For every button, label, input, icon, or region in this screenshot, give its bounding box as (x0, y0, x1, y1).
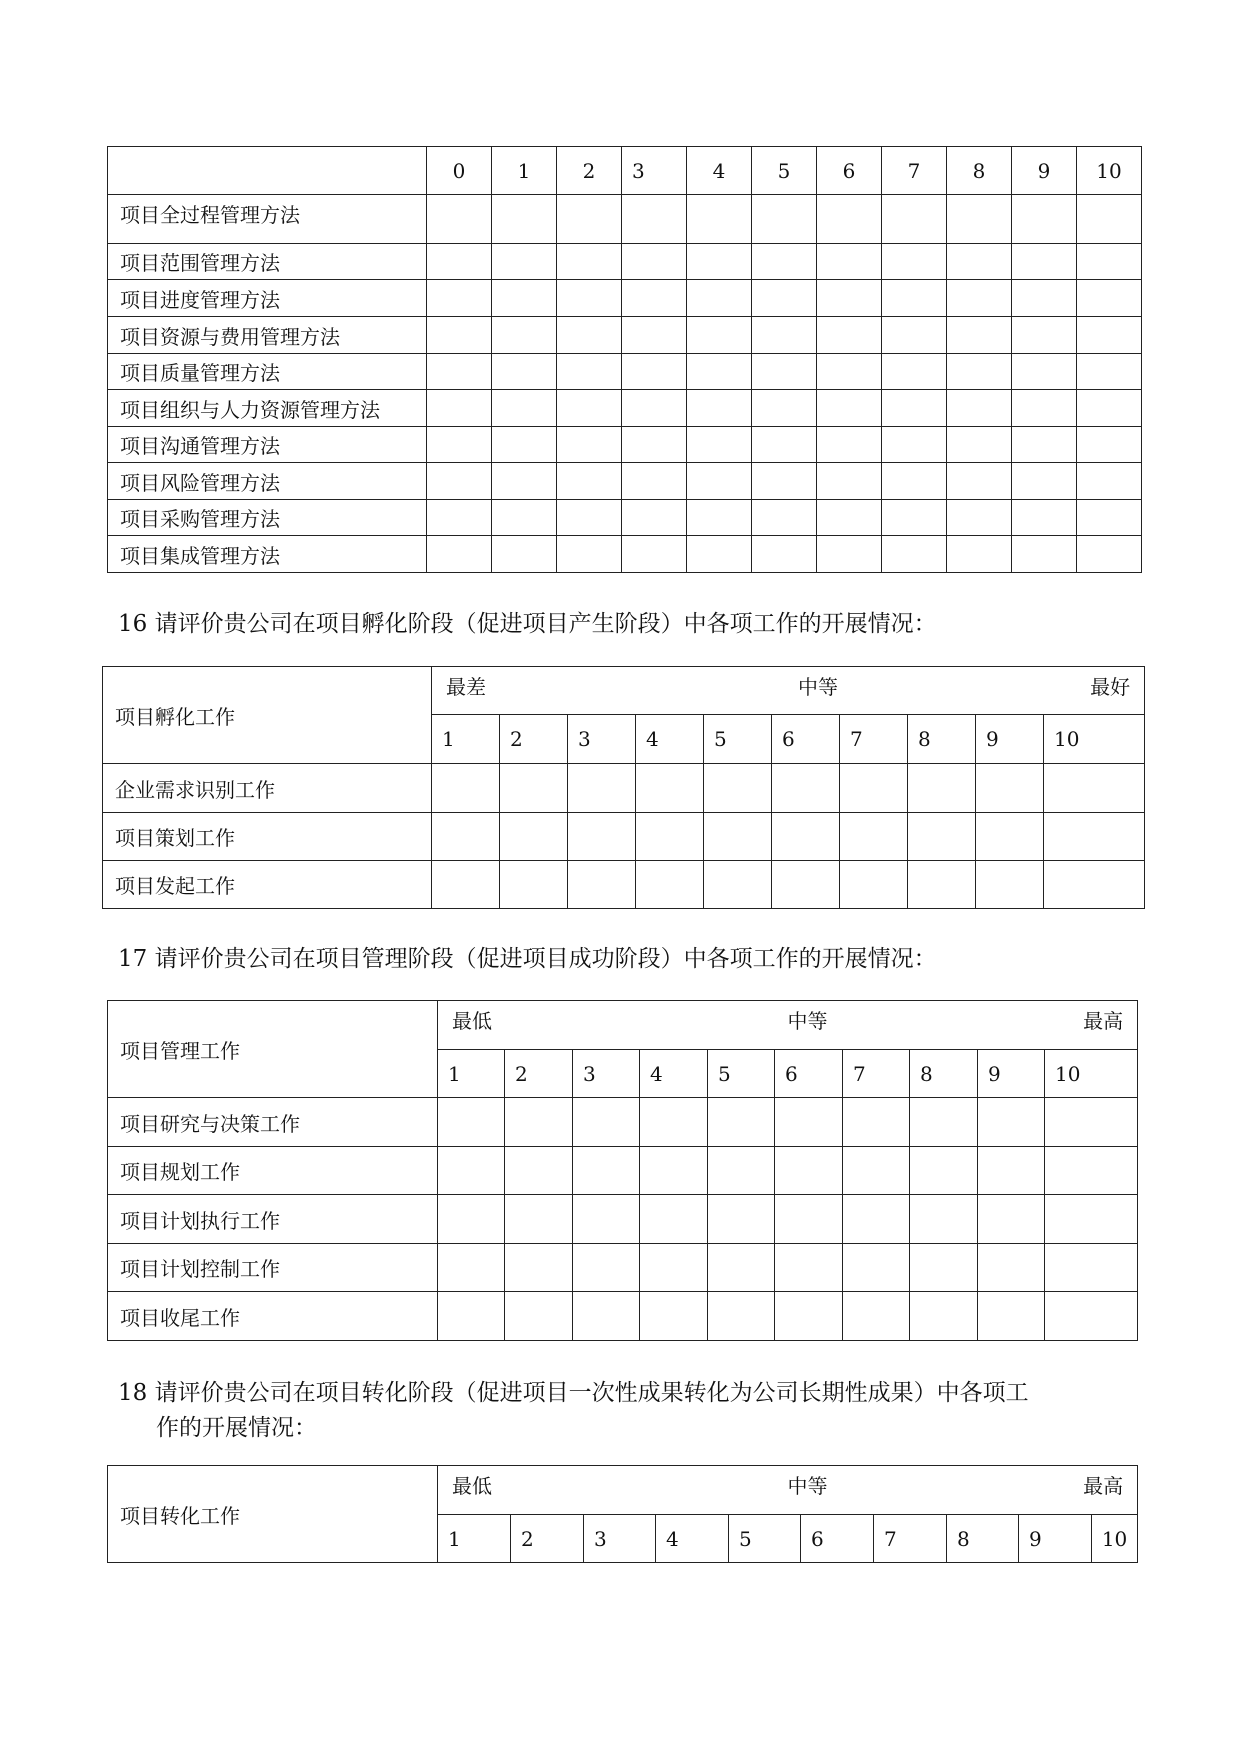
rating-cell[interactable] (505, 1292, 573, 1341)
score-header: 2 (505, 1050, 573, 1098)
rating-cell[interactable] (840, 764, 908, 813)
score-header: 5 (752, 147, 817, 195)
rating-cell[interactable] (910, 1098, 978, 1147)
rating-cell[interactable] (438, 1292, 505, 1341)
row-label: 项目研究与决策工作 (108, 1098, 438, 1147)
score-header: 2 (511, 1515, 584, 1563)
rating-cell[interactable] (687, 244, 752, 280)
rating-cell[interactable] (882, 536, 947, 573)
rating-cell[interactable] (752, 195, 817, 244)
rating-cell[interactable] (772, 764, 840, 813)
table-row (108, 536, 1142, 573)
score-header: 9 (1019, 1515, 1092, 1563)
rating-cell[interactable] (505, 1195, 573, 1244)
table-row (108, 280, 1142, 317)
rating-cell[interactable] (1012, 195, 1077, 244)
rating-cell[interactable] (976, 861, 1044, 909)
rating-cell[interactable] (427, 280, 492, 317)
rating-cell[interactable] (947, 244, 1012, 280)
score-header: 4 (640, 1050, 708, 1098)
score-header: 2 (500, 715, 568, 764)
rating-cell[interactable] (843, 1147, 910, 1195)
rating-cell[interactable] (752, 317, 817, 354)
score-header: 7 (843, 1050, 910, 1098)
table-row (108, 317, 1142, 354)
rating-cell[interactable] (557, 427, 622, 463)
rating-cell[interactable] (432, 813, 500, 861)
incubation-rating-table (102, 666, 1145, 909)
rating-cell[interactable] (557, 500, 622, 536)
rating-cell[interactable] (1077, 390, 1142, 427)
score-header: 7 (840, 715, 908, 764)
scale-labels (438, 1001, 1138, 1050)
rating-cell[interactable] (505, 1244, 573, 1292)
rating-cell[interactable] (1012, 390, 1077, 427)
score-header: 10 (1044, 715, 1145, 764)
rating-cell[interactable] (817, 463, 882, 500)
row-header: 项目孵化工作 (103, 667, 432, 764)
rating-cell[interactable] (492, 317, 557, 354)
rating-cell[interactable] (775, 1292, 843, 1341)
row-label: 项目组织与人力资源管理方法 (108, 390, 427, 427)
rating-cell[interactable] (500, 813, 568, 861)
rating-cell[interactable] (622, 536, 687, 573)
table-row (108, 427, 1142, 463)
row-label: 企业需求识别工作 (103, 764, 432, 813)
row-label: 项目沟通管理方法 (108, 427, 427, 463)
row-label: 项目范围管理方法 (108, 244, 427, 280)
rating-cell[interactable] (908, 813, 976, 861)
table-row (108, 1147, 1138, 1195)
rating-cell[interactable] (1012, 463, 1077, 500)
rating-cell[interactable] (817, 536, 882, 573)
rating-cell[interactable] (882, 195, 947, 244)
rating-cell[interactable] (1077, 427, 1142, 463)
rating-cell[interactable] (492, 536, 557, 573)
table-row (108, 1195, 1138, 1244)
rating-cell[interactable] (492, 463, 557, 500)
table-row (108, 463, 1142, 500)
row-label: 项目风险管理方法 (108, 463, 427, 500)
rating-cell[interactable] (947, 390, 1012, 427)
rating-cell[interactable] (557, 244, 622, 280)
table-row (108, 390, 1142, 427)
rating-cell[interactable] (752, 244, 817, 280)
score-header: 1 (438, 1515, 511, 1563)
scale-labels (432, 667, 1145, 715)
rating-cell[interactable] (427, 500, 492, 536)
rating-cell[interactable] (622, 390, 687, 427)
question-17: 17 请评价贵公司在项目管理阶段（促进项目成功阶段）中各项工作的开展情况： (118, 946, 937, 972)
row-label: 项目进度管理方法 (108, 280, 427, 317)
rating-cell[interactable] (708, 1098, 775, 1147)
rating-cell[interactable] (492, 427, 557, 463)
score-header: 3 (622, 147, 687, 195)
rating-cell[interactable] (840, 861, 908, 909)
rating-cell[interactable] (908, 764, 976, 813)
row-label: 项目采购管理方法 (108, 500, 427, 536)
rating-cell[interactable] (438, 1244, 505, 1292)
score-header: 8 (910, 1050, 978, 1098)
score-header: 6 (817, 147, 882, 195)
rating-cell[interactable] (817, 354, 882, 390)
rating-cell[interactable] (432, 861, 500, 909)
score-header: 4 (656, 1515, 729, 1563)
rating-cell[interactable] (622, 354, 687, 390)
rating-cell[interactable] (910, 1292, 978, 1341)
rating-cell[interactable] (817, 500, 882, 536)
scale-mid-label: 中等 (787, 1009, 828, 1033)
rating-cell[interactable] (843, 1244, 910, 1292)
rating-cell[interactable] (708, 1195, 775, 1244)
scale-low-label: 最差 (446, 675, 486, 699)
rating-cell[interactable] (1044, 813, 1145, 861)
rating-cell[interactable] (687, 390, 752, 427)
rating-cell[interactable] (882, 500, 947, 536)
rating-cell[interactable] (947, 536, 1012, 573)
rating-cell[interactable] (1045, 1195, 1138, 1244)
rating-cell[interactable] (505, 1147, 573, 1195)
table-row (108, 195, 1142, 244)
rating-cell[interactable] (704, 764, 772, 813)
score-header: 9 (1012, 147, 1077, 195)
rating-cell[interactable] (622, 427, 687, 463)
rating-cell[interactable] (622, 195, 687, 244)
rating-cell[interactable] (505, 1098, 573, 1147)
rating-cell[interactable] (640, 1098, 708, 1147)
rating-cell[interactable] (1045, 1244, 1138, 1292)
rating-cell[interactable] (704, 813, 772, 861)
score-header: 10 (1077, 147, 1142, 195)
rating-cell[interactable] (1012, 280, 1077, 317)
rating-cell[interactable] (947, 280, 1012, 317)
rating-cell[interactable] (622, 280, 687, 317)
row-label: 项目资源与费用管理方法 (108, 317, 427, 354)
rating-cell[interactable] (557, 195, 622, 244)
rating-cell[interactable] (752, 500, 817, 536)
rating-cell[interactable] (817, 317, 882, 354)
row-label: 项目全过程管理方法 (108, 195, 427, 244)
rating-cell[interactable] (1045, 1098, 1138, 1147)
scale-row (108, 1001, 1138, 1050)
rating-cell[interactable] (557, 390, 622, 427)
rating-cell[interactable] (568, 861, 636, 909)
table-row (108, 1098, 1138, 1147)
rating-cell[interactable] (557, 354, 622, 390)
score-header: 7 (874, 1515, 947, 1563)
score-header: 1 (438, 1050, 505, 1098)
question-16: 16 请评价贵公司在项目孵化阶段（促进项目产生阶段）中各项工作的开展情况： (118, 611, 937, 637)
table-row (103, 861, 1145, 909)
score-header: 1 (492, 147, 557, 195)
rating-cell[interactable] (438, 1195, 505, 1244)
rating-cell[interactable] (772, 861, 840, 909)
rating-cell[interactable] (427, 536, 492, 573)
rating-cell[interactable] (557, 317, 622, 354)
score-header: 6 (772, 715, 840, 764)
row-label: 项目质量管理方法 (108, 354, 427, 390)
rating-cell[interactable] (1077, 536, 1142, 573)
row-label: 项目计划控制工作 (108, 1244, 438, 1292)
rating-cell[interactable] (882, 390, 947, 427)
rating-cell[interactable] (1012, 354, 1077, 390)
rating-cell[interactable] (1045, 1147, 1138, 1195)
rating-cell[interactable] (978, 1098, 1045, 1147)
rating-cell[interactable] (492, 195, 557, 244)
score-header: 6 (775, 1050, 843, 1098)
scale-labels (438, 1466, 1138, 1515)
rating-cell[interactable] (500, 764, 568, 813)
rating-cell[interactable] (640, 1292, 708, 1341)
row-label: 项目计划执行工作 (108, 1195, 438, 1244)
rating-cell[interactable] (708, 1244, 775, 1292)
scale-high-label: 最好 (1090, 675, 1131, 699)
rating-cell[interactable] (622, 500, 687, 536)
rating-cell[interactable] (752, 354, 817, 390)
rating-cell[interactable] (687, 427, 752, 463)
rating-cell[interactable] (910, 1147, 978, 1195)
rating-cell[interactable] (882, 244, 947, 280)
rating-cell[interactable] (1045, 1292, 1138, 1341)
rating-cell[interactable] (500, 861, 568, 909)
rating-cell[interactable] (568, 764, 636, 813)
rating-cell[interactable] (910, 1244, 978, 1292)
rating-cell[interactable] (687, 463, 752, 500)
score-header: 5 (729, 1515, 801, 1563)
score-header: 8 (947, 1515, 1019, 1563)
rating-cell[interactable] (708, 1292, 775, 1341)
rating-cell[interactable] (573, 1244, 640, 1292)
rating-cell[interactable] (908, 861, 976, 909)
score-header: 5 (708, 1050, 775, 1098)
rating-cell[interactable] (636, 813, 704, 861)
question-18-line-2: 作的开展情况： (156, 1415, 317, 1441)
table-row (108, 500, 1142, 536)
rating-cell[interactable] (817, 390, 882, 427)
rating-cell[interactable] (636, 764, 704, 813)
score-header: 8 (908, 715, 976, 764)
rating-cell[interactable] (772, 813, 840, 861)
score-header: 3 (584, 1515, 656, 1563)
score-header: 8 (947, 147, 1012, 195)
rating-cell[interactable] (438, 1098, 505, 1147)
table-row (108, 244, 1142, 280)
rating-cell[interactable] (492, 500, 557, 536)
rating-cell[interactable] (708, 1147, 775, 1195)
rating-cell[interactable] (978, 1244, 1045, 1292)
rating-cell[interactable] (1077, 195, 1142, 244)
rating-cell[interactable] (1077, 354, 1142, 390)
rating-cell[interactable] (817, 244, 882, 280)
row-header: 项目管理工作 (108, 1001, 438, 1098)
rating-cell[interactable] (492, 354, 557, 390)
rating-cell[interactable] (704, 861, 772, 909)
score-header: 0 (427, 147, 492, 195)
rating-cell[interactable] (622, 463, 687, 500)
rating-cell[interactable] (752, 427, 817, 463)
rating-cell[interactable] (687, 317, 752, 354)
rating-cell[interactable] (947, 427, 1012, 463)
transformation-rating-table (107, 1465, 1138, 1563)
row-header: 项目转化工作 (108, 1466, 438, 1563)
rating-cell[interactable] (752, 463, 817, 500)
rating-cell[interactable] (438, 1147, 505, 1195)
scale-high-label: 最高 (1083, 1474, 1124, 1498)
rating-cell[interactable] (492, 390, 557, 427)
row-label: 项目收尾工作 (108, 1292, 438, 1341)
score-header: 2 (557, 147, 622, 195)
rating-cell[interactable] (1044, 764, 1145, 813)
score-header: 9 (976, 715, 1044, 764)
rating-cell[interactable] (427, 354, 492, 390)
row-label: 项目发起工作 (103, 861, 432, 909)
rating-cell[interactable] (817, 427, 882, 463)
rating-cell[interactable] (882, 463, 947, 500)
rating-cell[interactable] (1044, 861, 1145, 909)
rating-cell[interactable] (427, 463, 492, 500)
management-rating-table (107, 1000, 1138, 1341)
table-row (108, 1292, 1138, 1341)
rating-cell[interactable] (636, 861, 704, 909)
rating-cell[interactable] (568, 813, 636, 861)
rating-cell[interactable] (843, 1098, 910, 1147)
rating-cell[interactable] (640, 1147, 708, 1195)
row-label: 项目规划工作 (108, 1147, 438, 1195)
score-header: 9 (978, 1050, 1045, 1098)
row-label: 项目策划工作 (103, 813, 432, 861)
scale-high-label: 最高 (1083, 1009, 1124, 1033)
scale-low-label: 最低 (452, 1009, 492, 1033)
rating-cell[interactable] (752, 390, 817, 427)
score-header: 10 (1092, 1515, 1138, 1563)
rating-cell[interactable] (427, 195, 492, 244)
method-rating-table (107, 146, 1142, 573)
rating-cell[interactable] (976, 764, 1044, 813)
rating-cell[interactable] (947, 463, 1012, 500)
score-header: 3 (568, 715, 636, 764)
score-header: 3 (573, 1050, 640, 1098)
score-header: 4 (636, 715, 704, 764)
rating-cell[interactable] (640, 1195, 708, 1244)
rating-cell[interactable] (492, 244, 557, 280)
rating-cell[interactable] (687, 354, 752, 390)
rating-cell[interactable] (427, 390, 492, 427)
rating-cell[interactable] (1012, 317, 1077, 354)
rating-cell[interactable] (1077, 317, 1142, 354)
rating-cell[interactable] (492, 280, 557, 317)
rating-cell[interactable] (882, 354, 947, 390)
rating-cell[interactable] (573, 1195, 640, 1244)
rating-cell[interactable] (910, 1195, 978, 1244)
corner-cell (108, 147, 427, 195)
rating-cell[interactable] (978, 1195, 1045, 1244)
rating-cell[interactable] (775, 1244, 843, 1292)
rating-cell[interactable] (1012, 500, 1077, 536)
rating-cell[interactable] (752, 280, 817, 317)
score-header: 1 (432, 715, 500, 764)
rating-cell[interactable] (427, 244, 492, 280)
rating-cell[interactable] (687, 536, 752, 573)
rating-cell[interactable] (622, 244, 687, 280)
rating-cell[interactable] (687, 280, 752, 317)
rating-cell[interactable] (840, 813, 908, 861)
rating-cell[interactable] (557, 280, 622, 317)
rating-cell[interactable] (687, 195, 752, 244)
rating-cell[interactable] (557, 536, 622, 573)
rating-cell[interactable] (775, 1098, 843, 1147)
rating-cell[interactable] (752, 536, 817, 573)
rating-cell[interactable] (775, 1195, 843, 1244)
rating-cell[interactable] (573, 1098, 640, 1147)
rating-cell[interactable] (1012, 427, 1077, 463)
rating-cell[interactable] (882, 317, 947, 354)
table-row (103, 764, 1145, 813)
rating-cell[interactable] (640, 1244, 708, 1292)
score-header: 10 (1045, 1050, 1138, 1098)
rating-cell[interactable] (1077, 500, 1142, 536)
scale-row (103, 667, 1145, 715)
rating-cell[interactable] (427, 317, 492, 354)
rating-cell[interactable] (622, 317, 687, 354)
rating-cell[interactable] (1077, 280, 1142, 317)
rating-cell[interactable] (775, 1147, 843, 1195)
scale-mid-label: 中等 (787, 1474, 828, 1498)
rating-cell[interactable] (882, 280, 947, 317)
rating-cell[interactable] (432, 764, 500, 813)
rating-cell[interactable] (947, 317, 1012, 354)
row-label: 项目集成管理方法 (108, 536, 427, 573)
rating-cell[interactable] (843, 1195, 910, 1244)
table-row (108, 354, 1142, 390)
rating-cell[interactable] (882, 427, 947, 463)
rating-cell[interactable] (1077, 244, 1142, 280)
rating-cell[interactable] (978, 1147, 1045, 1195)
rating-cell[interactable] (947, 354, 1012, 390)
rating-cell[interactable] (947, 195, 1012, 244)
rating-cell[interactable] (978, 1292, 1045, 1341)
scale-mid-label: 中等 (798, 675, 839, 699)
rating-cell[interactable] (947, 500, 1012, 536)
rating-cell[interactable] (1077, 463, 1142, 500)
rating-cell[interactable] (573, 1147, 640, 1195)
score-header: 6 (801, 1515, 874, 1563)
question-18-line-1: 18 请评价贵公司在项目转化阶段（促进项目一次性成果转化为公司长期性成果）中各项工 (118, 1380, 1029, 1406)
score-header: 7 (882, 147, 947, 195)
rating-cell[interactable] (817, 280, 882, 317)
rating-cell[interactable] (843, 1292, 910, 1341)
rating-cell[interactable] (427, 427, 492, 463)
rating-cell[interactable] (817, 195, 882, 244)
rating-cell[interactable] (1012, 536, 1077, 573)
table-row (108, 1244, 1138, 1292)
table-row (103, 813, 1145, 861)
scale-low-label: 最低 (452, 1474, 492, 1498)
rating-cell[interactable] (687, 500, 752, 536)
header-row (108, 147, 1142, 195)
rating-cell[interactable] (573, 1292, 640, 1341)
rating-cell[interactable] (976, 813, 1044, 861)
rating-cell[interactable] (557, 463, 622, 500)
scale-row (108, 1466, 1138, 1515)
rating-cell[interactable] (1012, 244, 1077, 280)
score-header: 5 (704, 715, 772, 764)
score-header: 4 (687, 147, 752, 195)
